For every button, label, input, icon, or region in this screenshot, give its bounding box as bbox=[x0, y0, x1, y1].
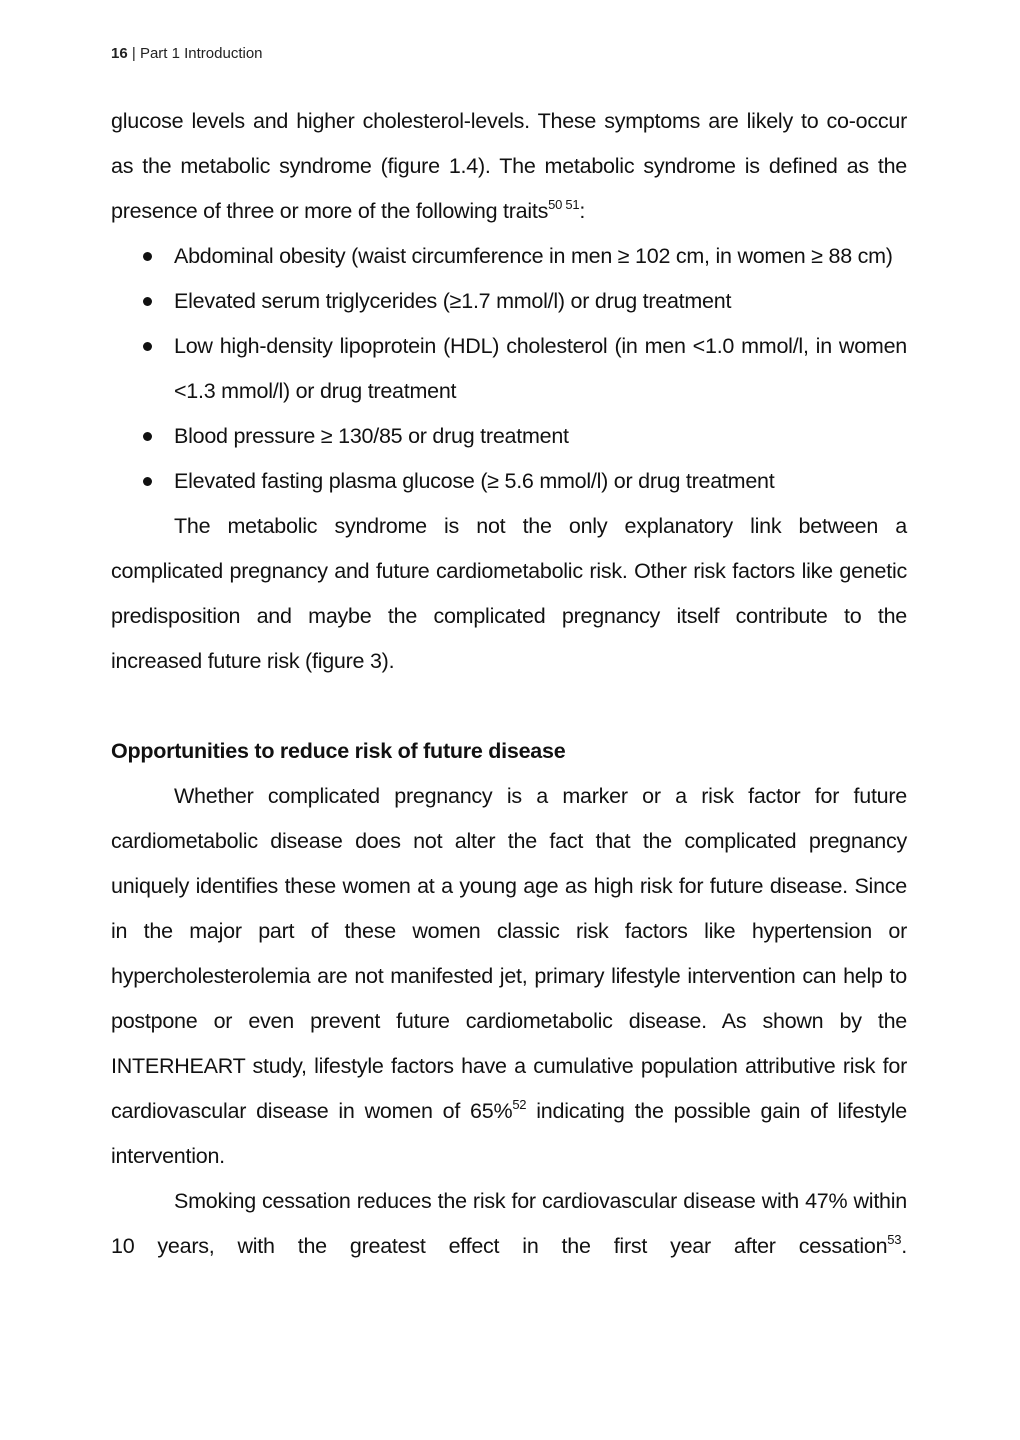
intro-colon: : bbox=[579, 199, 586, 223]
metabolic-link-paragraph: The metabolic syndrome is not the only explanatory link between a complicated pregnancy and future cardiometabolic risk. Other risk factors like genetic predisposition and maybe the complicated pregnancy itself contribute to the increased future risk (figure 3). bbox=[111, 514, 907, 673]
footnote-ref: 53 bbox=[887, 1232, 902, 1247]
bullet-icon bbox=[143, 477, 152, 486]
list-item-text: Abdominal obesity (waist circumference in men ≥ 102 cm, in women ≥ 88 cm) bbox=[174, 244, 893, 268]
section-heading: Opportunities to reduce risk of future disease bbox=[111, 739, 566, 763]
bullet-icon bbox=[143, 432, 152, 441]
paragraph-text: Smoking cessation reduces the risk for cardiovascular disease with 47% within 10 years, with the greatest effect in the first year after cessation bbox=[111, 1189, 907, 1258]
risk-reduction-paragraph bbox=[111, 774, 907, 1179]
list-item-text: Low high-density lipoprotein (HDL) cholesterol (in men <1.0 mmol/l, in women <1.3 mmol/l) or drug treatment bbox=[174, 334, 907, 403]
bullet-icon bbox=[143, 297, 152, 306]
list-item bbox=[111, 324, 907, 414]
footnote-ref: 52 bbox=[512, 1097, 527, 1112]
smoking-paragraph bbox=[111, 1179, 907, 1269]
list-item bbox=[111, 234, 907, 279]
list-item bbox=[111, 414, 907, 459]
header-separator: | bbox=[131, 45, 136, 62]
running-header bbox=[111, 44, 263, 64]
paragraph-text: . bbox=[901, 1234, 907, 1258]
list-item-text: Blood pressure ≥ 130/85 or drug treatment bbox=[174, 424, 569, 448]
list-item-text: Elevated serum triglycerides (≥1.7 mmol/l) or drug treatment bbox=[174, 289, 732, 313]
list-item bbox=[111, 279, 907, 324]
bullet-icon bbox=[143, 342, 152, 351]
bullet-icon bbox=[143, 252, 152, 261]
paragraph-text: indicating the possible gain of lifestyle intervention. bbox=[111, 1099, 907, 1168]
intro-text: glucose levels and higher cholesterol-levels. These symptoms are likely to co-occur as the metabolic syndrome (figure 1.4). The metabolic syndrome is defined as the presence of three or more of the following traits bbox=[111, 109, 907, 223]
page-body bbox=[111, 99, 907, 1269]
page-number: 16 bbox=[111, 45, 128, 62]
intro-paragraph bbox=[111, 99, 907, 234]
metabolic-traits-list bbox=[111, 234, 907, 504]
header-section: Part 1 Introduction bbox=[139, 45, 263, 62]
footnote-ref: 50 51 bbox=[548, 197, 580, 212]
list-item-text: Elevated fasting plasma glucose (≥ 5.6 mmol/l) or drug treatment bbox=[174, 469, 775, 493]
paragraph-text: Whether complicated pregnancy is a marker or a risk factor for future cardiometabolic disease does not alter the fact that the complicated pregnancy uniquely identifies these women at a young age as high risk for future disease. Since in the major part of these women classic risk factors like hypertension or hypercholesterolemia are not manifested jet, primary lifestyle intervention can help to postpone or even prevent future cardiometabolic disease. As shown by the INTERHEART study, lifestyle factors have a cumulative population attributive risk for cardiovascular disease in women of 65% bbox=[111, 784, 907, 1123]
list-item bbox=[111, 459, 907, 504]
